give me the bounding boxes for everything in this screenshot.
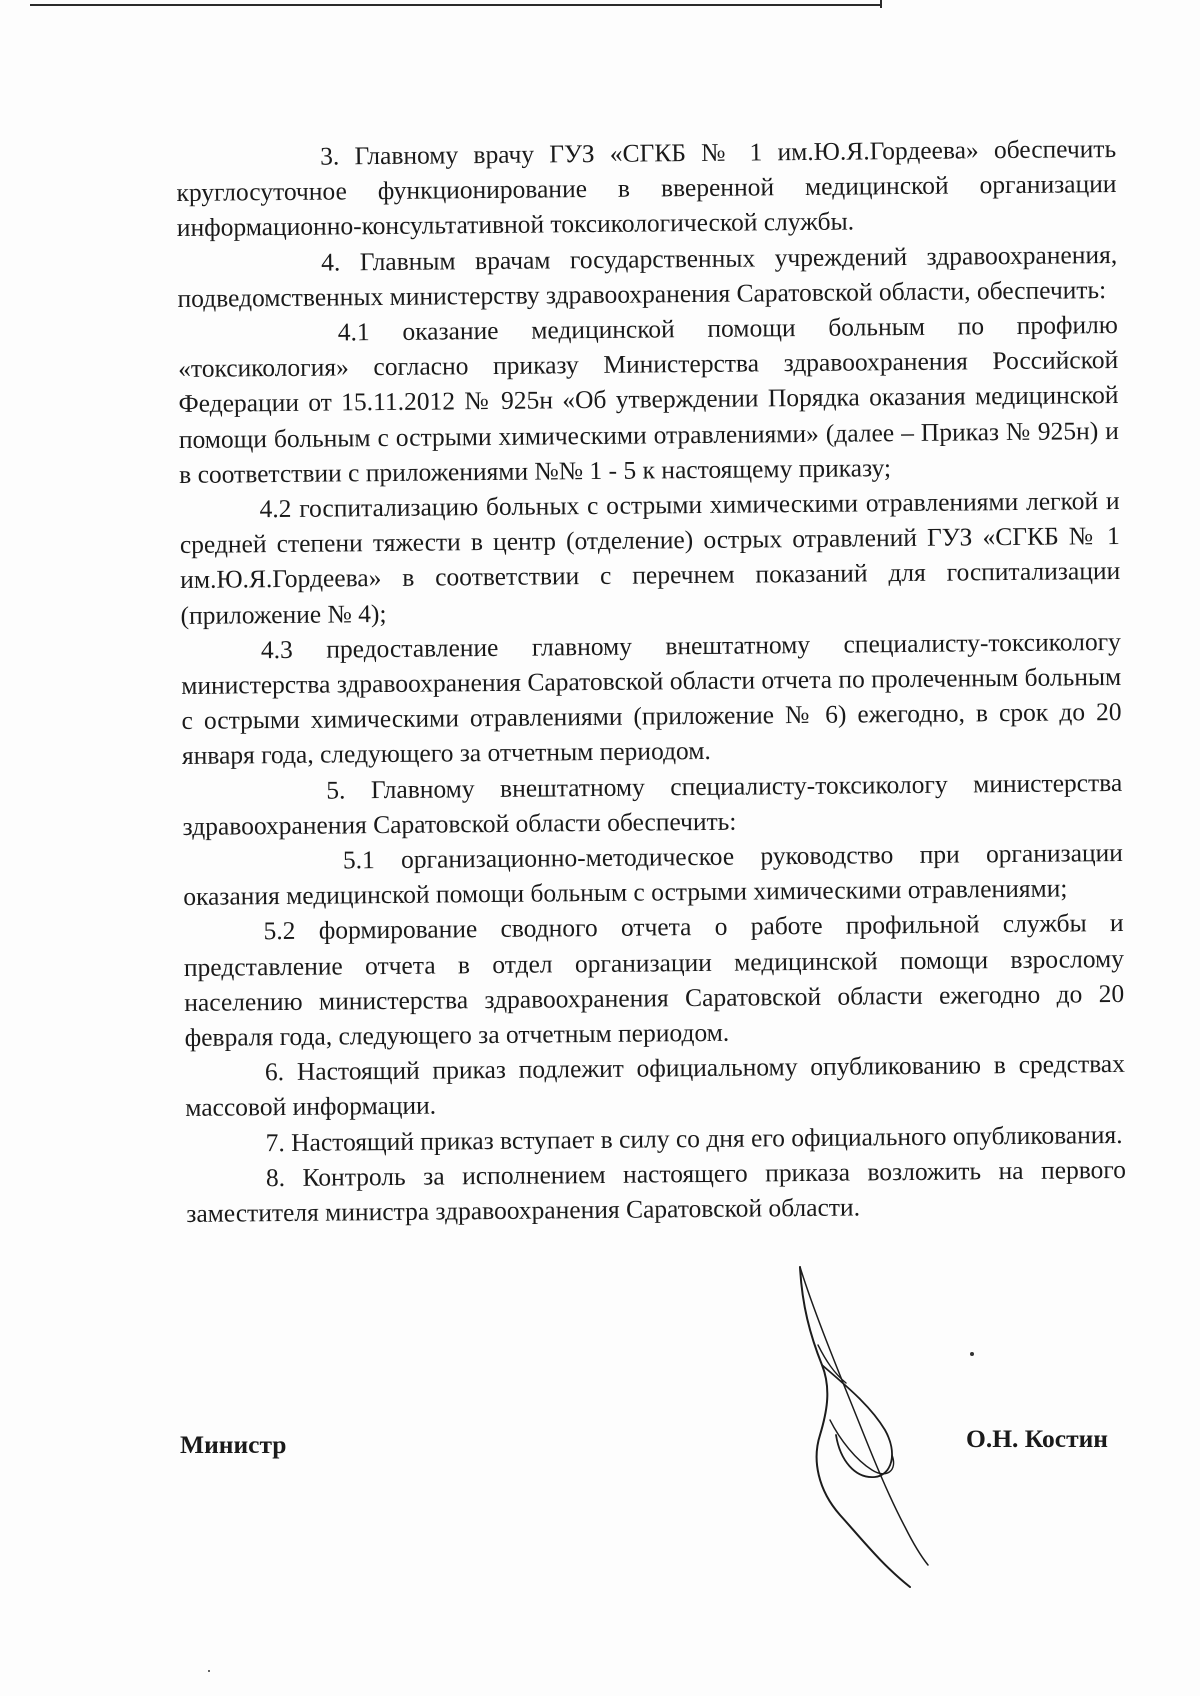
- paragraph-6: [185, 1046, 1126, 1125]
- paragraph-text: формирование сводного отчета о работе профильной службы и представление отчета в отдел организации медицинской помощи взрослому населению министерства здравоохранения Саратовской области ежегодно до 20 февраля года, следующего за отчетным периодом.: [183, 908, 1125, 1053]
- paragraph-4-2: [179, 483, 1120, 633]
- paragraph-4-1: [178, 307, 1120, 492]
- paragraph-number: 4.1: [337, 317, 370, 347]
- paragraph-4: [177, 237, 1118, 316]
- paragraph-5-1: [183, 835, 1124, 914]
- paragraph-number: 6.: [264, 1057, 285, 1087]
- scan-top-edge-mark: [880, 0, 882, 8]
- paragraph-5: [182, 765, 1123, 844]
- paragraph-text: Главному врачу ГУЗ «СГКБ № 1 им.Ю.Я.Гордеева» обеспечить круглосуточное функционирование в вверенной медицинской организации информационно-консультативной токсикологической службы.: [176, 133, 1117, 243]
- paragraph-text: Главным врачам государственных учреждений здравоохранения, подведомственных министерству здравоохранения Саратовской области, обеспечить:: [177, 239, 1118, 313]
- paragraph-text: оказание медицинской помощи больным по профилю «токсикология» согласно приказу Министерства здравоохранения Российской Федерации от 15.11.2012 № 925н «Об утверждении Порядка оказания медицинской помощи больным с острыми химическими отравлениями» (далее – Приказ № 925н) и в соответствии с приложениями №№ 1 - 5 к настоящему приказу;: [178, 309, 1119, 489]
- signatory-title: Министр: [180, 1430, 287, 1459]
- paragraph-text: предоставление главному внештатному специалисту-токсикологу министерства здравоохранения Саратовской области отчета по пролеченным больным с острыми химическими отравлениями (приложение № 6) ежегодно, в срок до 20 января года, следующего за отчетным периодом.: [181, 626, 1122, 771]
- paragraph-number: 4.2: [259, 493, 292, 524]
- paragraph-text: госпитализацию больных с острыми химическими отравлениями легкой и средней степени тяжести в центр (отделение) острых отравлений ГУЗ «СГКБ № 1 им.Ю.Я.Гордеева» в соответствии с перечнем показаний для госпитализации (приложение № 4);: [179, 485, 1121, 630]
- paragraph-8: [186, 1152, 1127, 1231]
- handwritten-signature: [760, 1265, 980, 1595]
- paragraph-text: организационно-методическое руководство при организации оказания медицинской помощи больным с острыми химическими отравлениями;: [183, 838, 1124, 912]
- signatory-name: О.Н. Костин: [966, 1424, 1108, 1453]
- paragraph-number: 5.2: [263, 916, 296, 946]
- paragraph-text: Настоящий приказ вступает в силу со дня его официального опубликования.: [290, 1119, 1123, 1157]
- paragraph-3: [176, 131, 1117, 246]
- paragraph-text: Контроль за исполнением настоящего приказа возложить на первого заместителя министра здравоохранения Саратовской области.: [186, 1154, 1127, 1229]
- paragraph-text: Настоящий приказ подлежит официальному опубликованию в средствах массовой информации.: [185, 1049, 1126, 1123]
- paragraph-number: 4.3: [260, 634, 293, 665]
- paragraph-number: 5.1: [342, 845, 375, 875]
- paragraph-5-2: [183, 905, 1124, 1055]
- scan-speck: [208, 1670, 210, 1672]
- scan-top-edge-line: [30, 4, 880, 6]
- paragraph-number: 4.: [321, 247, 341, 277]
- document-body: [176, 131, 1126, 1231]
- paragraph-number: 8.: [265, 1162, 286, 1193]
- paragraph-number: 3.: [320, 141, 340, 171]
- paragraph-text: Главному внештатному специалисту-токсикологу министерства здравоохранения Саратовской области обеспечить:: [182, 767, 1123, 841]
- paragraph-4-3: [181, 624, 1122, 774]
- paragraph-number: 5.: [326, 775, 346, 805]
- paragraph-number: 7.: [265, 1127, 285, 1157]
- scan-speck: [970, 1352, 974, 1356]
